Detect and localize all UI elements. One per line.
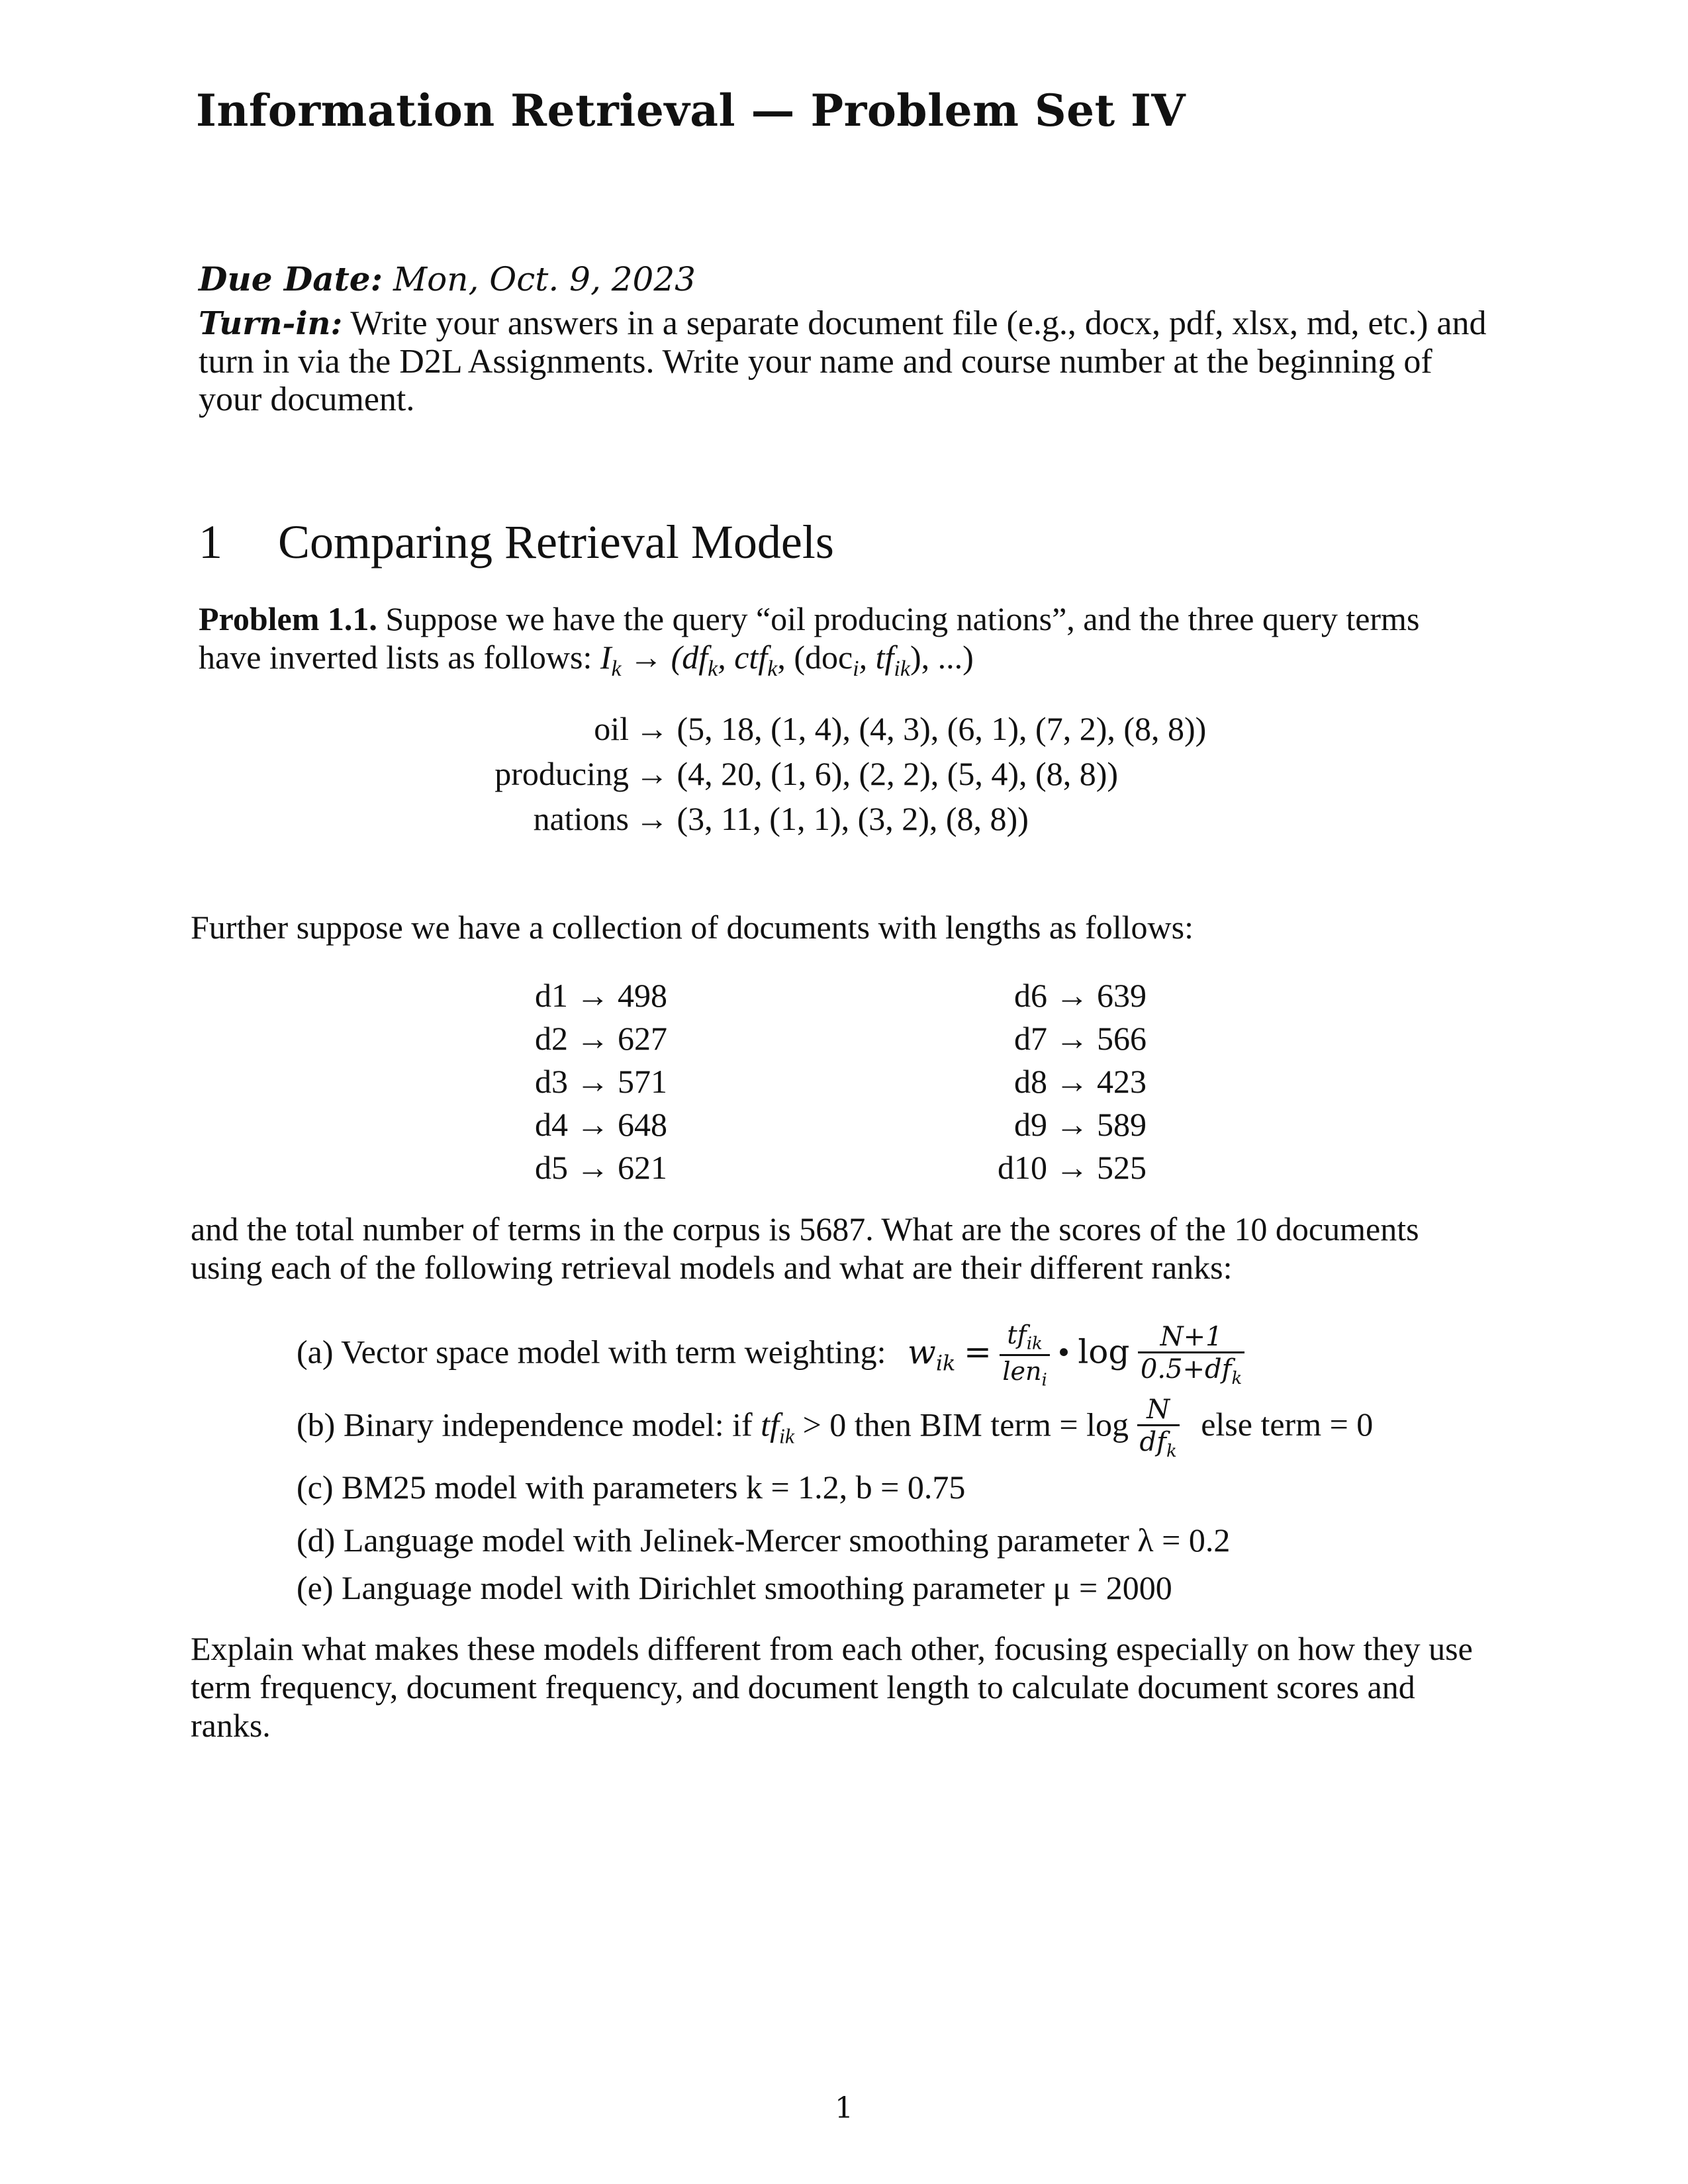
inverted-list-values: (5, 18, (1, 4), (4, 3), (6, 1), (7, 2), (8, 8)) <box>677 710 1207 747</box>
fraction-numerator: N <box>1147 1394 1170 1425</box>
model-item-e <box>297 1569 1172 1607</box>
inverted-term: producing <box>494 755 629 792</box>
model-a-label: (a) <box>297 1333 334 1371</box>
fraction-denominator: $df_k$ <box>1137 1424 1180 1460</box>
doc-length-item: d1 → 498 <box>535 977 667 1014</box>
math-tf: tf <box>761 1406 779 1443</box>
doc-length: 589 <box>1097 1106 1147 1143</box>
notation-end: ), ...) <box>910 639 974 676</box>
page-title: Information Retrieval — Problem Set IV <box>196 85 1186 136</box>
section-number: 1 <box>199 516 222 569</box>
doc-id: d4 <box>535 1106 568 1143</box>
due-date <box>199 259 696 298</box>
math-log: log <box>1078 1332 1130 1371</box>
doc-length-item: d2 → 627 <box>535 1020 667 1057</box>
doc-id: d1 <box>535 977 568 1014</box>
model-c-text: BM25 model with parameters k = 1.2, b = 0.75 <box>342 1469 966 1506</box>
inverted-list-values: (4, 20, (1, 6), (2, 2), (5, 4), (8, 8)) <box>677 755 1119 792</box>
fraction-denominator: len$_i$ <box>1000 1354 1049 1389</box>
fraction-denominator: $0.5+df_k$ <box>1138 1351 1244 1387</box>
doc-length: 423 <box>1097 1063 1147 1100</box>
notation-doc: , (doc <box>777 639 853 676</box>
model-a-text: Vector space model with term weighting: <box>341 1333 886 1371</box>
doc-length: 648 <box>618 1106 667 1143</box>
doc-length: 621 <box>618 1149 667 1186</box>
doc-id: d7 <box>1014 1020 1047 1057</box>
fraction-numerator: N+1 <box>1160 1322 1223 1353</box>
math-equals: = <box>963 1332 992 1371</box>
doc-id: d2 <box>535 1020 568 1057</box>
corpus-question: and the total number of terms in the corpus is 5687. What are the scores of the 10 documents using each of the following retrieval models and what are their different ranks: <box>191 1210 1419 1286</box>
doc-length-item: d6 → 639 <box>1014 977 1147 1014</box>
model-item-c <box>297 1468 965 1506</box>
collection-intro: Further suppose we have a collection of documents with lengths as follows: <box>191 909 1194 946</box>
model-d-text: Language model with Jelinek-Mercer smoothing parameter λ = 0.2 <box>343 1522 1231 1559</box>
model-b-label: (b) <box>297 1406 336 1443</box>
idf-fraction <box>1138 1324 1244 1387</box>
turnin-label: Turn-in: <box>199 305 343 342</box>
doc-id: d5 <box>535 1149 568 1186</box>
explain-paragraph: Explain what makes these models different from each other, focusing especially on how they use term frequency, document frequency, and document length to calculate document scores and ranks. <box>191 1630 1473 1744</box>
math-dot: • <box>1058 1333 1070 1371</box>
math-w: w <box>908 1332 936 1371</box>
inverted-term: nations <box>533 800 629 837</box>
doc-id: d3 <box>535 1063 568 1100</box>
section-title: Comparing Retrieval Models <box>278 516 834 569</box>
notation-tf: , tf <box>859 639 894 676</box>
inverted-list-values: (3, 11, (1, 1), (3, 2), (8, 8)) <box>677 800 1029 837</box>
model-b-else: else term = 0 <box>1201 1406 1374 1443</box>
math-tf-sub: ik <box>778 1424 795 1448</box>
doc-length-item: d10 → 525 <box>998 1149 1147 1186</box>
model-item-b <box>297 1396 1373 1460</box>
notation-tf-sub: ik <box>894 657 910 681</box>
problem-label: Problem 1.1. <box>199 600 377 637</box>
n-over-df-fraction <box>1137 1396 1180 1460</box>
notation-ctf: , ctf <box>718 639 768 676</box>
page-number: 1 <box>835 2091 853 2125</box>
doc-id: d10 <box>998 1149 1047 1186</box>
due-date-label: Due Date: <box>199 259 383 298</box>
notation-df: (df <box>671 639 708 676</box>
model-d-label: (d) <box>297 1522 336 1559</box>
due-date-value: Mon, Oct. 9, 2023 <box>393 260 696 298</box>
inverted-list: → (4, 20, (1, 6), (2, 2), (5, 4), (8, 8)) <box>635 755 1119 792</box>
model-b-condition: > 0 then BIM term = log <box>802 1406 1129 1443</box>
doc-length: 566 <box>1097 1020 1147 1057</box>
model-e-text: Language model with Dirichlet smoothing parameter μ = 2000 <box>342 1569 1172 1606</box>
doc-length: 627 <box>618 1020 667 1057</box>
notation-arrow: → <box>630 639 663 676</box>
doc-length: 498 <box>618 977 667 1014</box>
turnin-text: Write your answers in a separate document file (e.g., docx, pdf, xlsx, md, etc.) and turn in via the D2L Assignments. Write your name and course number at the beginning of your document. <box>199 304 1487 418</box>
notation-lhs: I <box>600 639 612 676</box>
inverted-term: oil <box>594 710 629 747</box>
doc-length: 571 <box>618 1063 667 1100</box>
model-b-text: Binary independence model: if <box>343 1406 753 1443</box>
math-w-sub: ik <box>935 1350 956 1376</box>
doc-id: d6 <box>1014 977 1047 1014</box>
doc-length: 525 <box>1097 1149 1147 1186</box>
doc-id: d8 <box>1014 1063 1047 1100</box>
doc-length-item: d3 → 571 <box>535 1063 667 1100</box>
model-item-a <box>297 1322 1244 1388</box>
problem-statement <box>199 600 1489 688</box>
notation-df-sub: k <box>708 657 718 681</box>
doc-length-item: d7 → 566 <box>1014 1020 1147 1057</box>
doc-length: 639 <box>1097 977 1147 1014</box>
fraction-numerator: $tf_{ik}$ <box>1007 1320 1043 1354</box>
model-e-label: (e) <box>297 1569 334 1606</box>
doc-length-item: d5 → 621 <box>535 1149 667 1186</box>
tf-over-len-fraction <box>1000 1322 1049 1388</box>
inverted-list: → (5, 18, (1, 4), (4, 3), (6, 1), (7, 2), (8, 8)) <box>635 710 1207 747</box>
doc-length-item: d8 → 423 <box>1014 1063 1147 1100</box>
doc-length-item: d9 → 589 <box>1014 1106 1147 1143</box>
doc-length-item: d4 → 648 <box>535 1106 667 1143</box>
model-item-d <box>297 1521 1230 1559</box>
problem-intro: Suppose we have the query “oil producing nations”, and the three query terms have inverted lists as follows: <box>199 600 1420 676</box>
doc-id: d9 <box>1014 1106 1047 1143</box>
model-c-label: (c) <box>297 1469 334 1506</box>
inverted-list: → (3, 11, (1, 1), (3, 2), (8, 8)) <box>635 800 1029 837</box>
notation-lhs-sub: k <box>611 657 622 681</box>
turnin-instructions <box>199 304 1496 418</box>
notation-doc-sub: i <box>853 657 859 681</box>
notation-ctf-sub: k <box>767 657 778 681</box>
